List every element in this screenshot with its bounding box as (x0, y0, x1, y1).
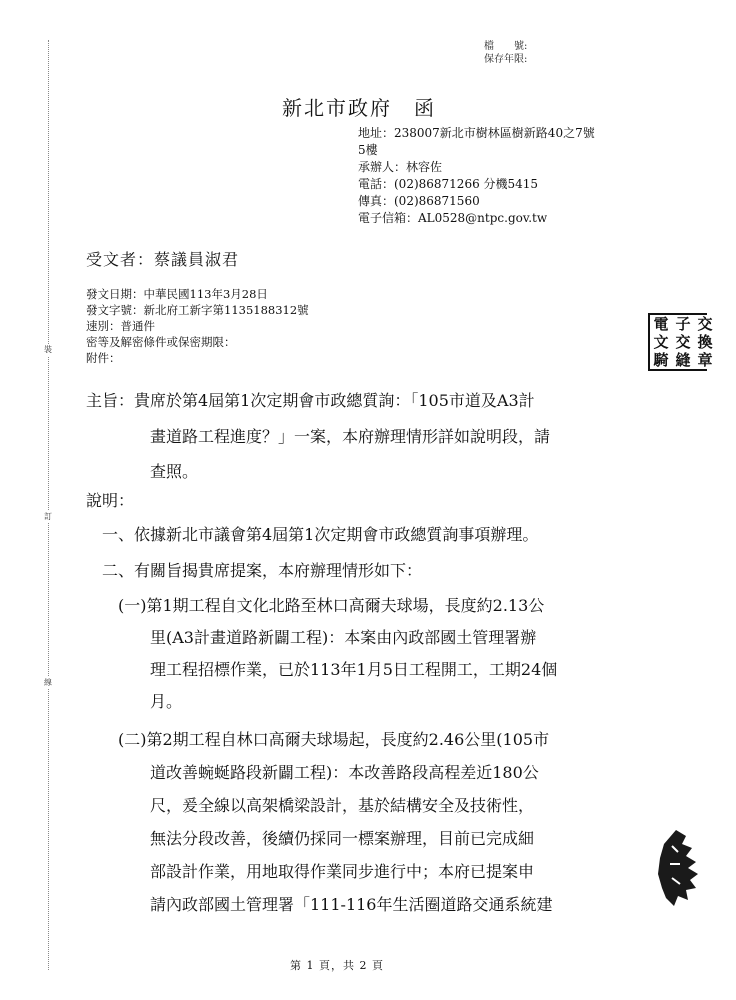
sub-item-2-line-4: 無法分段改善，後續仍採同一標案辦理，目前已完成細 (150, 829, 535, 848)
explanation-label: 說明： (86, 491, 135, 510)
stamp-char: 換 (697, 333, 713, 351)
subject-line-2: 畫道路工程進度？」一案，本府辦理情形詳如說明段，請 (150, 427, 551, 446)
document-title: 新北市政府 函 (282, 96, 436, 120)
stamp-char: 章 (697, 351, 713, 369)
attachments: 附件： (86, 351, 121, 365)
email: 電子信箱：AL0528@ntpc.gov.tw (358, 211, 548, 225)
address-line-1: 地址：238007新北市樹林區樹新路40之7號 (358, 126, 595, 140)
explanation-item-1: 一、依據新北市議會第4屆第1次定期會市政總質詢事項辦理。 (102, 525, 539, 544)
issue-number: 發文字號：新北府工新字第1135188312號 (86, 303, 309, 317)
retention-period-label: 保存年限: (484, 54, 528, 65)
sub-item-1-line-1: (一)第1期工程自文化北路至林口高爾夫球場，長度約2.13公 (118, 596, 545, 615)
file-number-label: 檔 號: (484, 41, 528, 52)
classification: 密等及解密條件或保密期限： (86, 335, 236, 349)
sub-item-1-line-2: 里(A3計畫道路新闢工程)：本案由內政部國土管理署辦 (150, 628, 537, 647)
stamp-char: 交 (675, 333, 691, 351)
issue-date: 發文日期：中華民國113年3月28日 (86, 287, 268, 301)
binding-margin-line (48, 40, 49, 970)
stamp-char: 騎 (653, 351, 669, 369)
stamp-char: 文 (653, 333, 669, 351)
binding-mark-bind: 裝 (44, 345, 52, 354)
subject-line-1: 主旨：貴席於第4屆第1次定期會市政總質詢：「105市道及A3計 (86, 391, 535, 410)
phone: 電話：(02)86871266 分機5415 (358, 177, 539, 191)
stamp-char: 縫 (675, 351, 691, 369)
stamp-char: 交 (697, 315, 713, 333)
speed-category: 速別：普通件 (86, 319, 155, 333)
sub-item-1-line-3: 理工程招標作業，已於113年1月5日工程開工，工期24個 (150, 660, 558, 679)
address-line-2: 5樓 (358, 143, 378, 157)
recipient: 受文者：蔡議員淑君 (86, 250, 240, 269)
sub-item-2-line-3: 尺，爰全線以高架橋梁設計，基於結構安全及技術性， (150, 796, 535, 815)
page-indicator: 第 1 頁，共 2 頁 (290, 959, 384, 972)
sub-item-2-line-5: 部設計作業，用地取得作業同步進行中；本府已提案申 (150, 862, 535, 881)
official-seal-fragment (656, 824, 736, 908)
e-exchange-seam-stamp (648, 313, 713, 371)
explanation-item-2: 二、有關旨揭貴席提案，本府辦理情形如下： (102, 561, 423, 580)
stamp-char: 子 (675, 315, 691, 333)
sub-item-2-line-6: 請內政部國土管理署「111-116年生活圈道路交通系統建 (150, 895, 553, 914)
binding-mark-line: 線 (44, 678, 52, 687)
sub-item-2-line-1: (二)第2期工程自林口高爾夫球場起，長度約2.46公里(105市 (118, 730, 550, 749)
stamp-char: 電 (653, 315, 669, 333)
sub-item-1-line-4: 月。 (150, 692, 183, 711)
subject-line-3: 查照。 (150, 462, 199, 481)
fax: 傳真：(02)86871560 (358, 194, 480, 208)
sub-item-2-line-2: 道改善蜿蜒路段新闢工程)：本改善路段高程差近180公 (150, 763, 539, 782)
binding-mark-staple: 訂 (44, 512, 52, 521)
handler: 承辦人：林容佐 (358, 160, 443, 174)
